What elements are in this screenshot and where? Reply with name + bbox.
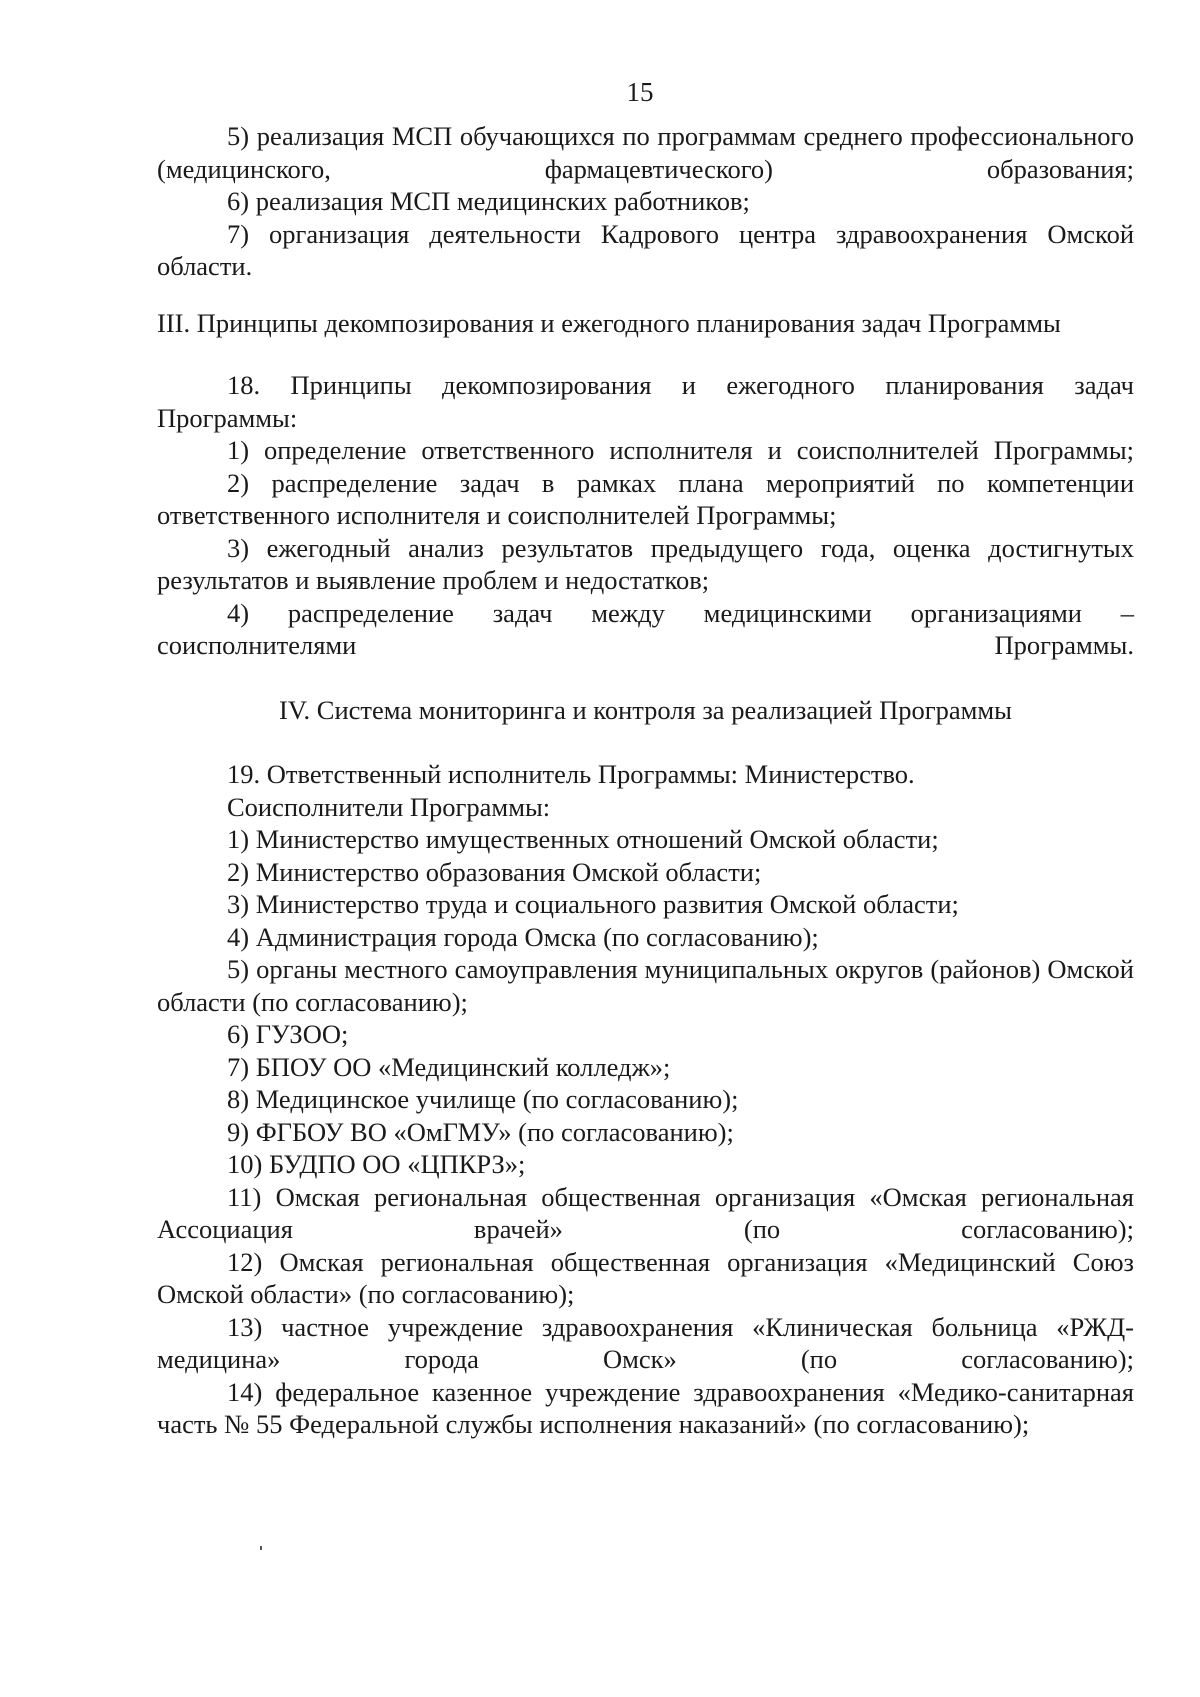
spacer	[157, 339, 1134, 369]
paragraph-18-3: 3) ежегодный анализ результатов предыдущего года, оценка достигнутых результатов и выявление проблем и недостатков;	[157, 532, 1134, 595]
list-item-1: 1) Министерство имущественных отношений Омской области;	[227, 824, 939, 854]
paragraph-co-executors: Соисполнители Программы:	[227, 791, 551, 822]
list-item-11: 11) Омская региональная общественная организация «Омская региональная Ассоциация врачей» (по согласованию);	[157, 1181, 1134, 1244]
list-item-14: 14) федеральное казенное учреждение здравоохранения «Медико-санитарная часть № 55 Федеральной службы исполнения наказаний» (по согласованию);	[157, 1376, 1134, 1439]
spacer	[157, 662, 1134, 694]
paragraph-18-4: 4) распределение задач между медицинскими организациями – соисполнителями Программы.	[157, 597, 1134, 660]
paragraph-18: 18. Принципы декомпозирования и ежегодного планирования задач Программы:	[157, 370, 1134, 433]
section-heading-3: III. Принципы декомпозирования и ежегодного планирования задач Программы	[157, 307, 1061, 338]
list-item-10: 10) БУДПО ОО «ЦПКРЗ»;	[227, 1149, 526, 1179]
spacer	[157, 726, 1134, 758]
paragraph-18-1: 1) определение ответственного исполнителя и соисполнителей Программы;	[227, 435, 1134, 465]
paragraph-18-2: 2) распределение задач в рамках плана мероприятий по компетенции ответственного исполнителя и соисполнителей Программы;	[157, 467, 1134, 530]
document-body	[157, 120, 1134, 1441]
paragraph-item-6: 6) реализация МСП медицинских работников;	[227, 186, 750, 216]
list-item-9: 9) ФГБОУ ВО «ОмГМУ» (по согласованию);	[227, 1116, 734, 1147]
scan-mark	[260, 1546, 262, 1550]
list-item-12: 12) Омская региональная общественная организация «Медицинский Союз Омской области» (по согласованию);	[157, 1246, 1134, 1309]
spacer	[157, 283, 1134, 307]
list-item-5: 5) органы местного самоуправления муниципальных округов (районов) Омской области (по согласованию);	[157, 954, 1134, 1017]
page-number: 15	[626, 77, 654, 107]
section-heading-4: IV. Система мониторинга и контроля за реализацией Программы	[279, 694, 1012, 725]
list-item-3: 3) Министерство труда и социального развития Омской области;	[227, 889, 959, 919]
list-item-4: 4) Администрация города Омска (по согласованию);	[227, 921, 819, 952]
list-item-7: 7) БПОУ ОО «Медицинский колледж»;	[227, 1051, 671, 1082]
list-item-6: 6) ГУЗОО;	[227, 1019, 349, 1049]
paragraph-19: 19. Ответственный исполнитель Программы: Министерство.	[227, 759, 915, 789]
list-item-13: 13) частное учреждение здравоохранения «Клиническая больница «РЖД-медицина» города Омск» (по согласованию);	[157, 1311, 1134, 1374]
paragraph-item-5: 5) реализация МСП обучающихся по программам среднего профессионального (медицинского, фармацевтического) образования;	[157, 121, 1134, 184]
paragraph-item-7: 7) организация деятельности Кадрового центра здравоохранения Омской области.	[157, 218, 1134, 281]
list-item-2: 2) Министерство образования Омской области;	[227, 856, 762, 887]
list-item-8: 8) Медицинское училище (по согласованию);	[227, 1084, 739, 1114]
